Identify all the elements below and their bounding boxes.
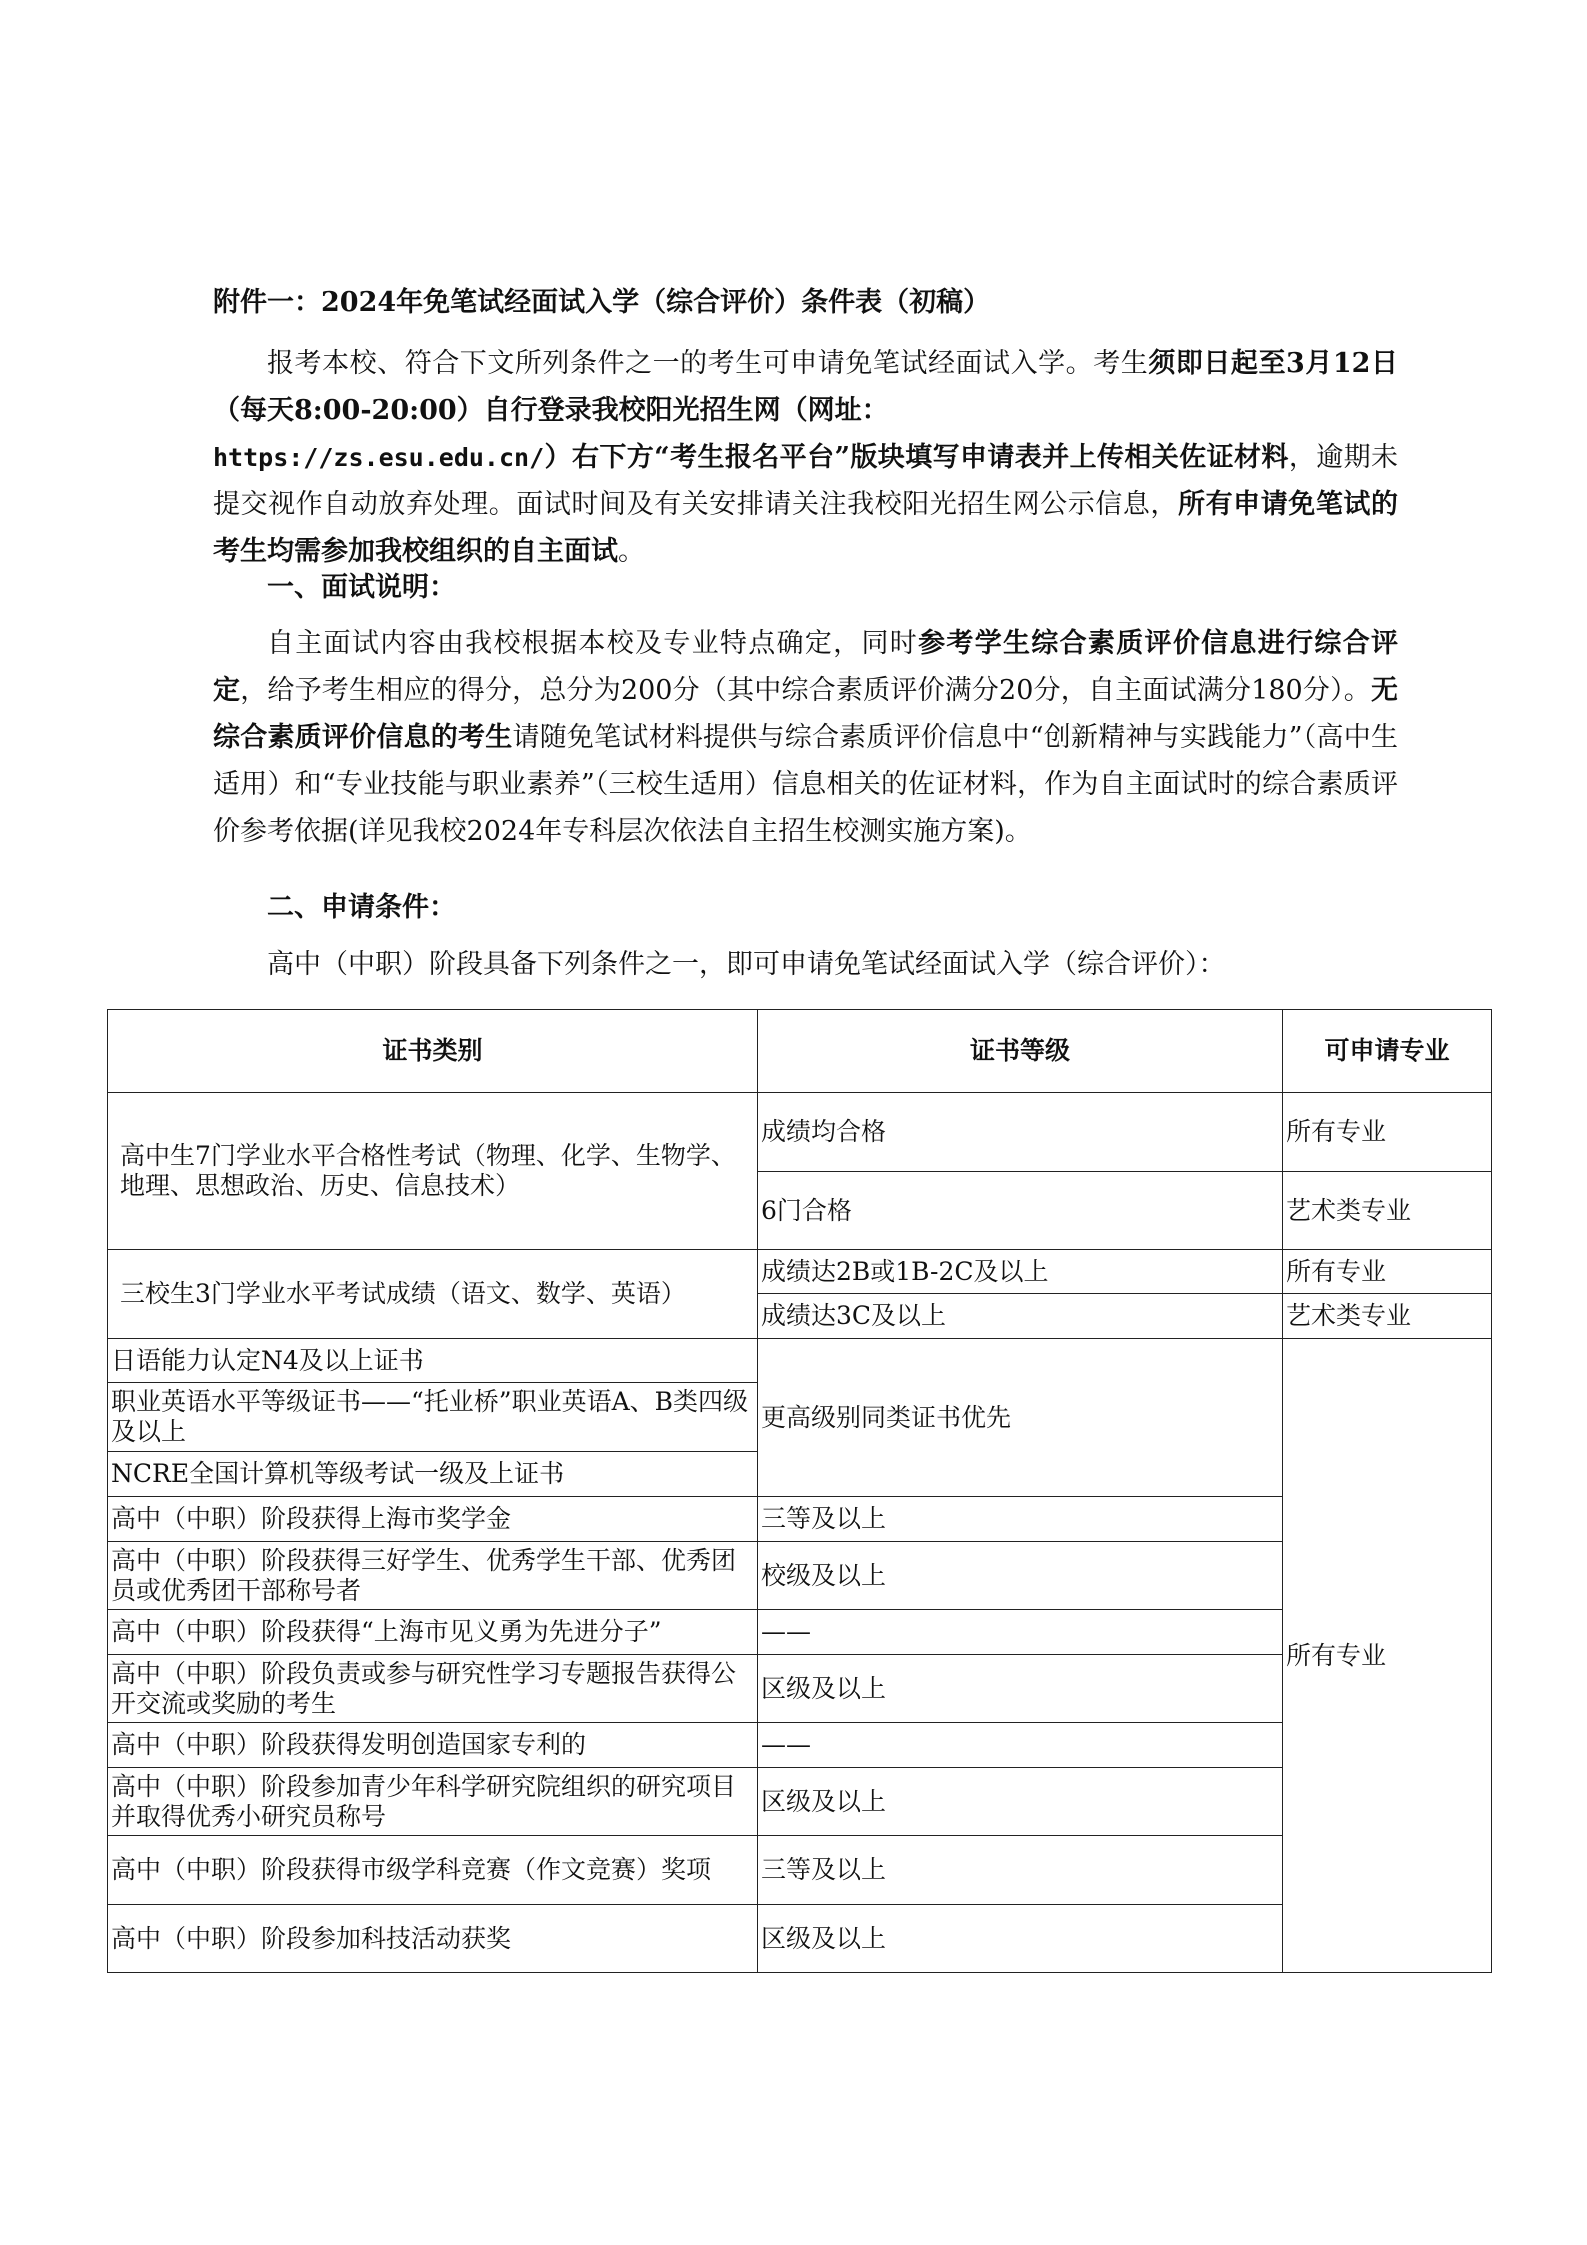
interview-paragraph [213, 620, 1398, 855]
cell-category: 高中（中职）阶段获得市级学科竞赛（作文竞赛）奖项 [108, 1836, 758, 1905]
cell-major: 所有专业 [1283, 1250, 1492, 1294]
table-row [108, 1250, 1492, 1294]
conditions-table [107, 1009, 1492, 1973]
table-header-row [108, 1010, 1492, 1093]
cell-level: —— [758, 1723, 1283, 1768]
conditions-lead: 高中（中职）阶段具备下列条件之一，即可申请免笔试经面试入学（综合评价）： [267, 949, 1226, 980]
cell-level: 成绩达3C及以上 [758, 1294, 1283, 1339]
cell-level: 三等及以上 [758, 1497, 1283, 1542]
cell-category: 日语能力认定N4及以上证书 [108, 1339, 758, 1383]
cell-level: 成绩达2B或1B-2C及以上 [758, 1250, 1283, 1294]
cell-category: 高中（中职）阶段获得发明创造国家专利的 [108, 1723, 758, 1768]
intro-text-1: 报考本校、符合下文所列条件之一的考生可申请免笔试经面试入学。考生 [267, 348, 1149, 379]
cell-major: 所有专业 [1283, 1093, 1492, 1172]
cell-level: 更高级别同类证书优先 [758, 1339, 1283, 1497]
cell-major: 所有专业 [1283, 1339, 1492, 1973]
header-cert-type: 证书类别 [108, 1010, 758, 1093]
cell-category: 高中（中职）阶段参加青少年科学研究院组织的研究项目并取得优秀小研究员称号 [108, 1768, 758, 1836]
cell-major: 艺术类专业 [1283, 1172, 1492, 1250]
cell-level: 区级及以上 [758, 1655, 1283, 1723]
interview-bold-1: 参考学生综合素质评价信息进行综合评定 [213, 628, 1399, 706]
cell-level: —— [758, 1610, 1283, 1655]
cell-category: 高中（中职）阶段负责或参与研究性学习专题报告获得公开交流或奖励的考生 [108, 1655, 758, 1723]
intro-bold-3: 所有申请免笔试的考生均需参加我校组织的自主面试 [213, 489, 1398, 567]
cell-category: 三校生3门学业水平考试成绩（语文、数学、英语） [108, 1250, 758, 1339]
interview-text-2: ，给予考生相应的得分，总分为200分（其中综合素质评价满分20分，自主面试满分180分）。 [240, 675, 1371, 706]
intro-bold-2: ）右下方“考生报名平台”版块填写申请表并上传相关佐证材料 [544, 442, 1289, 473]
section-heading-conditions: 二、申请条件： [267, 892, 456, 923]
cell-category: 职业英语水平等级证书——“托业桥”职业英语A、B类四级及以上 [108, 1383, 758, 1452]
header-majors: 可申请专业 [1283, 1010, 1492, 1093]
registration-url: https://zs.esu.edu.cn/ [213, 443, 545, 472]
cell-level: 成绩均合格 [758, 1093, 1283, 1172]
section-heading-interview: 一、面试说明： [267, 572, 456, 603]
cell-category: 高中（中职）阶段获得三好学生、优秀学生干部、优秀团员或优秀团干部称号者 [108, 1542, 758, 1610]
table-row [108, 1339, 1492, 1383]
cell-level: 校级及以上 [758, 1542, 1283, 1610]
cell-level: 区级及以上 [758, 1905, 1283, 1973]
cell-category: 高中生7门学业水平合格性考试（物理、化学、生物学、地理、思想政治、历史、信息技术） [108, 1093, 758, 1250]
cell-level: 三等及以上 [758, 1836, 1283, 1905]
intro-text-3: 。 [618, 536, 645, 567]
cell-level: 区级及以上 [758, 1768, 1283, 1836]
cell-major: 艺术类专业 [1283, 1294, 1492, 1339]
document-title: 附件一：2024年免笔试经面试入学（综合评价）条件表（初稿） [213, 287, 991, 318]
interview-bold-2: 无综合素质评价信息的考生 [213, 675, 1398, 753]
interview-text-3: 请随免笔试材料提供与综合素质评价信息中“创新精神与实践能力”（高中生适用）和“专业技能与职业素养”（三校生适用）信息相关的佐证材料，作为自主面试时的综合素质评价参考依据(详见我校2024年专科层次依法自主招生校测实施方案)。 [213, 722, 1399, 847]
intro-bold-1: 须即日起至3月12日（每天8:00-20:00）自行登录我校阳光招生网（网址： [213, 348, 1398, 426]
cell-level: 6门合格 [758, 1172, 1283, 1250]
cell-category: 高中（中职）阶段获得上海市奖学金 [108, 1497, 758, 1542]
intro-paragraph [213, 340, 1398, 575]
interview-text-1: 自主面试内容由我校根据本校及专业特点确定，同时 [267, 628, 919, 659]
cell-category: 高中（中职）阶段参加科技活动获奖 [108, 1905, 758, 1973]
cell-category: NCRE全国计算机等级考试一级及上证书 [108, 1452, 758, 1497]
header-cert-level: 证书等级 [758, 1010, 1283, 1093]
table-row [108, 1093, 1492, 1172]
intro-text-2: ，逾期未提交视作自动放弃处理。面试时间及有关安排请关注我校阳光招生网公示信息， [213, 442, 1399, 520]
cell-category: 高中（中职）阶段获得“上海市见义勇为先进分子” [108, 1610, 758, 1655]
